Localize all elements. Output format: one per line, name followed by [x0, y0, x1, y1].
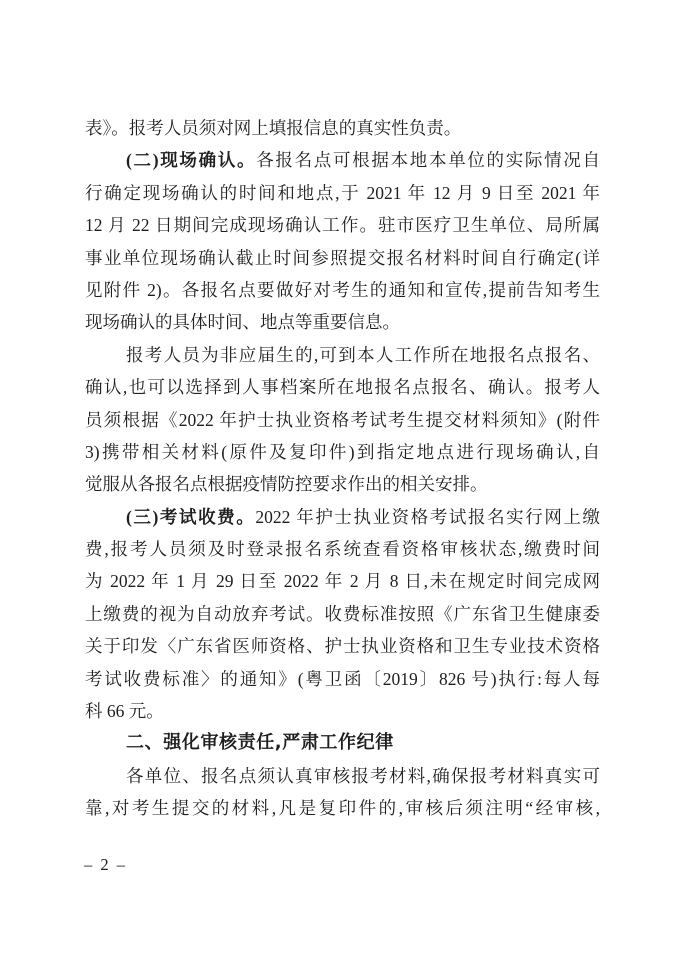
text-line: [85, 306, 600, 338]
text-run: 事业单位现场确认截止时间参照提交报名材料时间自行确定(详: [85, 247, 600, 268]
text-line: [85, 760, 600, 792]
text-run: 各单位、报名点须认真审核报考材料,确保报考材料真实可: [126, 765, 600, 786]
text-line: [85, 112, 600, 144]
text-run: 表》。报考人员须对网上填报信息的真实性负责。: [85, 118, 462, 138]
text-run: 关于印发〈广东省医师资格、护士执业资格和卫生专业技术资格: [85, 636, 600, 657]
text-line: [85, 695, 600, 727]
text-line: [85, 371, 600, 403]
bold-run: 二、强化审核责任,严肃工作纪律: [126, 732, 394, 754]
text-line: [85, 404, 600, 436]
text-run: 员须根据《2022 年护士执业资格考试考生提交材料须知》(附件: [85, 409, 600, 430]
text-run: 科 66 元。: [85, 701, 164, 722]
text-line: [85, 630, 600, 662]
section-heading: [85, 727, 600, 759]
text-line: [85, 274, 600, 306]
text-run: 为 2022 年 1 月 29 日至 2022 年 2 月 8 日,未在规定时间完成网: [85, 571, 600, 592]
text-line: [85, 533, 600, 565]
text-run: 2022 年护士执业资格考试报名实行网上缴: [255, 506, 600, 527]
text-line: [85, 436, 600, 468]
text-run: 靠,对考生提交的材料,凡是复印件的,审核后须注明“经审核,: [85, 798, 600, 819]
text-run: 现场确认的具体时间、地点等重要信息。: [85, 312, 400, 333]
text-line: [85, 565, 600, 597]
text-line: [85, 209, 600, 241]
text-run: 费,报考人员须及时登录报名系统查看资格审核状态,缴费时间: [85, 539, 600, 560]
text-run: 报考人员为非应届生的,可到本人工作所在地报名点报名、: [126, 344, 600, 365]
text-line: [85, 598, 600, 630]
text-line: [85, 663, 600, 695]
text-run: 12 月 22 日期间完成现场确认工作。驻市医疗卫生单位、局所属: [85, 215, 600, 236]
text-line: [85, 242, 600, 274]
text-line: [85, 339, 600, 371]
document-body: [85, 112, 600, 825]
text-line: [85, 144, 600, 176]
text-run: 见附件 2)。各报名点要做好对考生的通知和宣传,提前告知考生: [85, 279, 600, 300]
text-run: 上缴费的视为自动放弃考试。收费标准按照《广东省卫生健康委: [85, 603, 600, 624]
bold-run: (二)现场确认。: [126, 150, 257, 171]
text-run: 考试收费标准〉的通知》(粤卫函〔2019〕826 号)执行:每人每: [85, 668, 600, 689]
text-run: 3)携带相关材料(原件及复印件)到指定地点进行现场确认,自: [85, 441, 600, 462]
text-run: 行确定现场确认的时间和地点,于 2021 年 12 月 9 日至 2021 年: [85, 182, 600, 203]
page-number: – 2 –: [84, 855, 127, 874]
bold-run: (三)考试收费。: [126, 506, 256, 527]
text-line: [85, 501, 600, 533]
text-line: [85, 177, 600, 209]
text-run: 觉服从各报名点根据疫情防控要求作出的相关安排。: [85, 474, 488, 495]
text-line: [85, 468, 600, 500]
text-run: 确认,也可以选择到人事档案所在地报名点报名、确认。报考人: [85, 377, 600, 398]
text-run: 各报名点可根据本地本单位的实际情况自: [256, 150, 601, 171]
text-line: [85, 792, 600, 824]
